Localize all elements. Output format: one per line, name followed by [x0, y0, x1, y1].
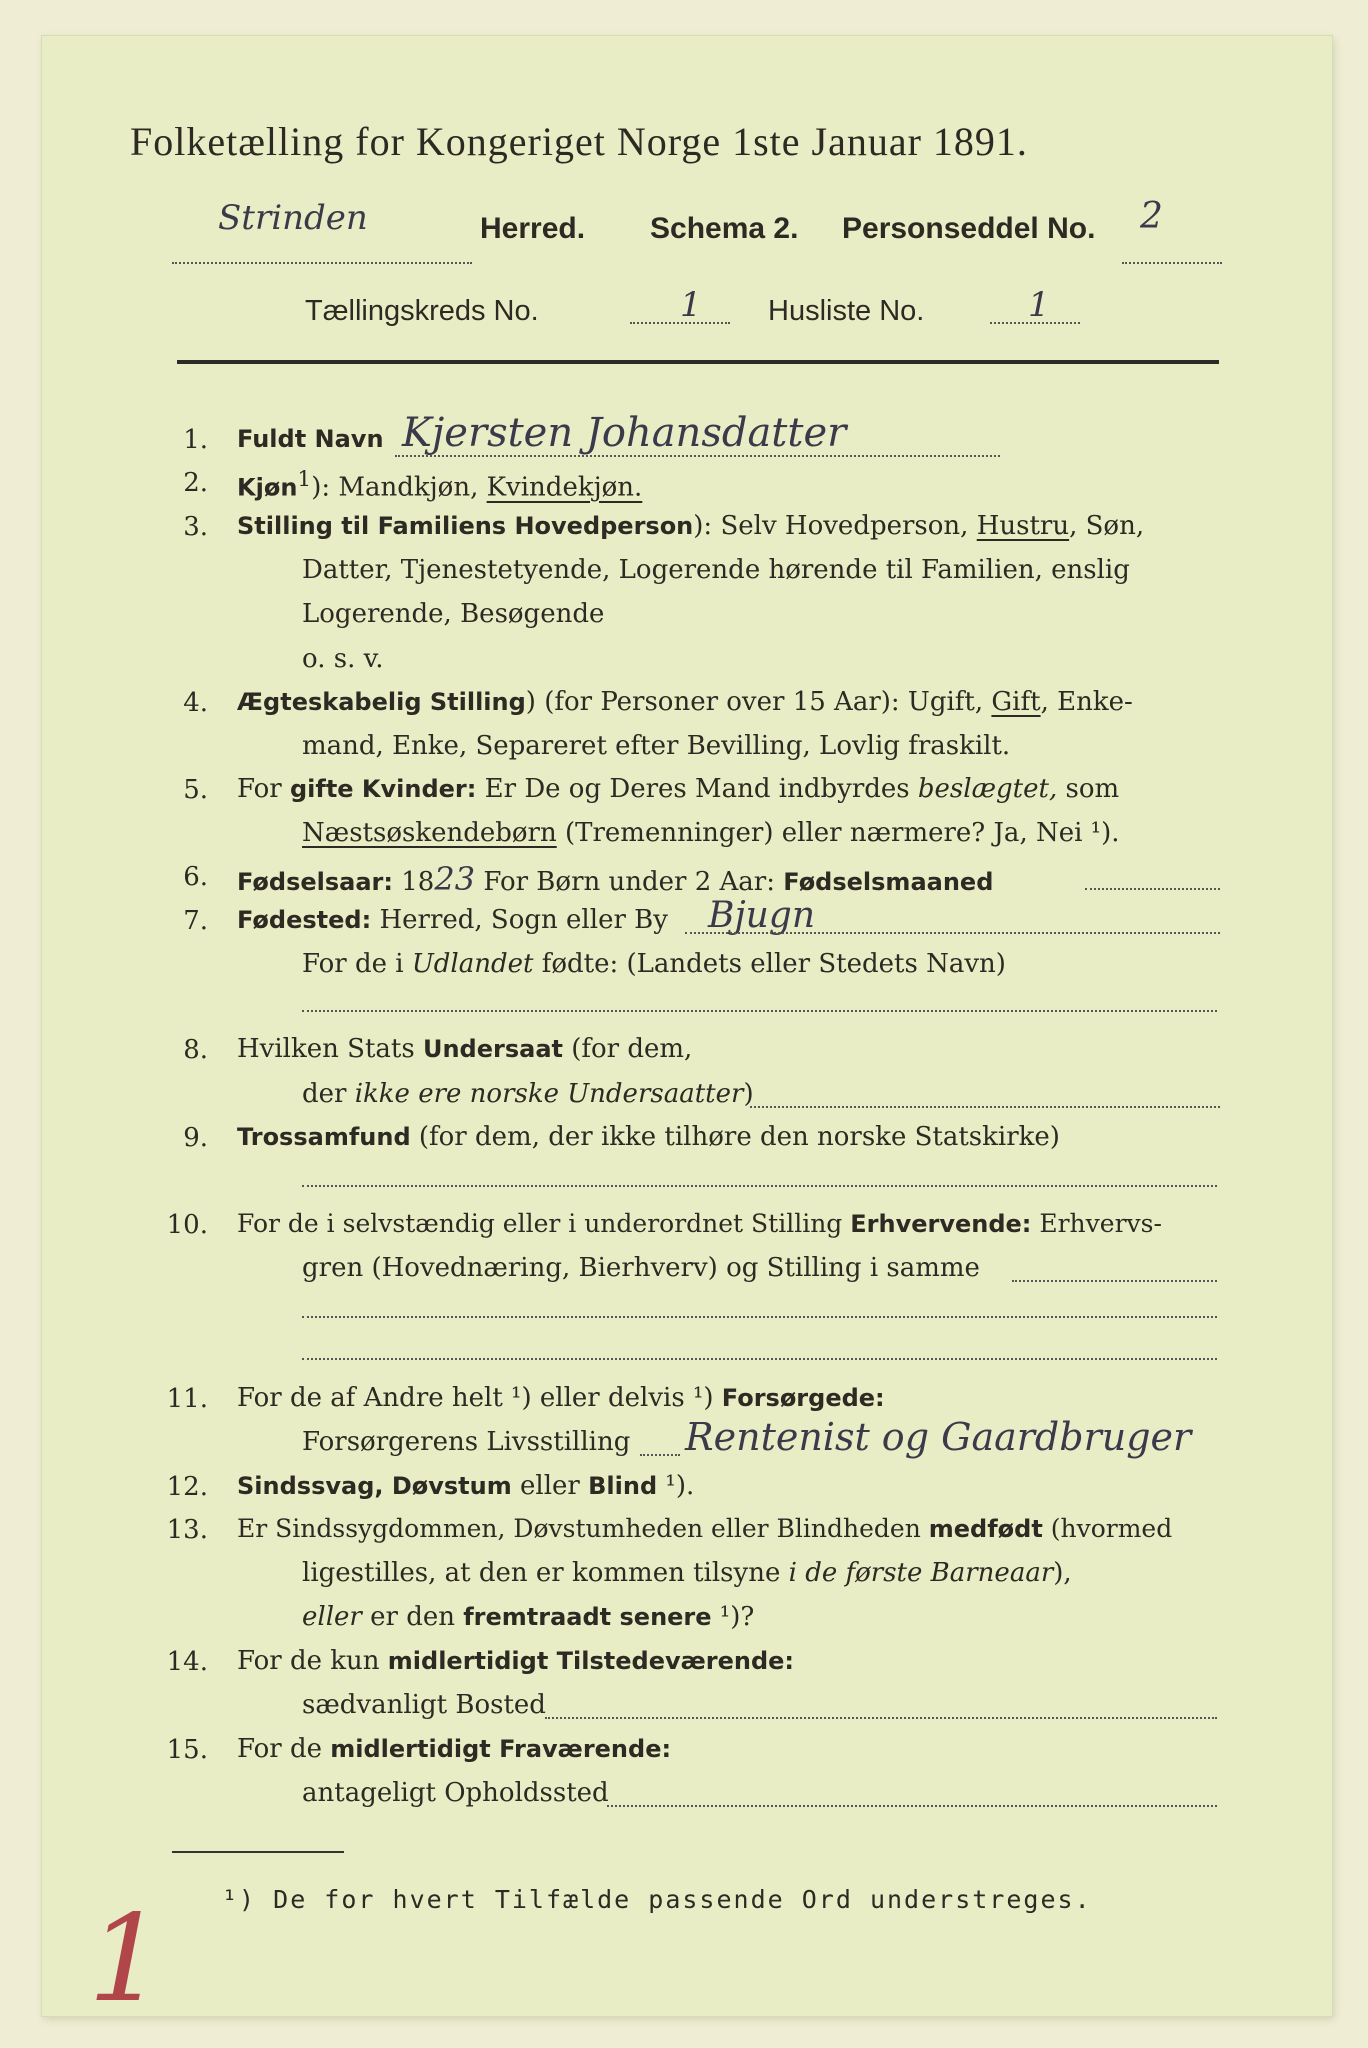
item-12-text-b: ¹). [657, 1471, 695, 1501]
item-11-row [237, 1384, 885, 1413]
item-13-row [237, 1515, 1172, 1543]
item-13-line2b: ), [1053, 1558, 1072, 1588]
item-6-label2: Fødselsmaaned [783, 868, 994, 896]
item-5-text-b: Er De og Deres Mand indbyrdes [476, 774, 918, 804]
item-14-number: 14. [166, 1647, 208, 1677]
item-11-number: 11. [166, 1384, 208, 1414]
footnote: ¹) De for hvert Tilfælde passende Ord understreges. [222, 1885, 1092, 1914]
item-9-number: 9. [183, 1123, 208, 1153]
item-15-row [237, 1735, 671, 1764]
item-1-name-value: Kjersten Johansdatter [402, 410, 847, 456]
item-13-line2i: i de første Barneaar [788, 1558, 1054, 1588]
item-10-number: 10. [166, 1210, 208, 1240]
item-3-line3: Logerende, Besøgende [302, 599, 605, 629]
item-13-line3b: fremtraadt senere [463, 1603, 712, 1631]
item-13-text-a: Er Sindssygdommen, Døvstumheden eller Blindheden [237, 1514, 929, 1543]
item-14-label: midlertidigt Tilstedeværende: [387, 1647, 795, 1675]
tellingskreds-value: 1 [680, 285, 702, 325]
item-15-label: midlertidigt Fraværende: [330, 1735, 672, 1763]
schema-label: Schema 2. [650, 212, 799, 245]
item-3-text-b: , Søn, [1069, 511, 1145, 541]
item-3-text-a: ): Selv Hovedperson, [693, 511, 977, 541]
item-3-number: 3. [183, 512, 208, 542]
item-9-label: Trossamfund [237, 1123, 411, 1151]
item-8-line2a: der [302, 1079, 355, 1109]
item-12-label: Sindssvag, Døvstum [237, 1472, 512, 1500]
item-4-line2: mand, Enke, Separeret efter Bevilling, Lovlig fraskilt. [302, 731, 1011, 761]
item-8-row [237, 1035, 692, 1064]
item-12-number: 12. [166, 1472, 208, 1502]
item-1-label: Fuldt Navn [237, 425, 384, 453]
item-6-label: Fødselsaar: [237, 868, 393, 896]
item-14-line2: sædvanligt Bosted [302, 1690, 546, 1720]
item-9-blank-line [302, 1185, 1217, 1187]
item-5-text-a: For [237, 774, 290, 804]
item-1-dotline [395, 455, 1000, 457]
item-3-row [237, 512, 1144, 541]
item-10-blank-line-2 [302, 1358, 1217, 1360]
item-7-dotline [685, 932, 1220, 934]
item-11-text-a: For de af Andre helt ¹) eller delvis ¹) [237, 1383, 722, 1413]
item-11-dotline [640, 1454, 680, 1456]
item-12-label2: Blind [588, 1472, 658, 1500]
husliste-value: 1 [1028, 285, 1050, 325]
item-7-line2 [302, 950, 1006, 979]
item-5-underlined: Næstsøskendebørn [302, 818, 557, 848]
item-12-row [237, 1472, 694, 1501]
item-13-number: 13. [166, 1515, 208, 1545]
item-4-number: 4. [183, 688, 208, 718]
item-7-text-a: Herred, Sogn eller By [371, 905, 668, 935]
item-2-sup: 1 [297, 467, 312, 492]
item-7-row [237, 906, 668, 935]
personseddel-label: Personseddel No. [842, 212, 1096, 245]
item-5-line2: (Tremenninger) eller nærmere? Ja, Nei ¹). [556, 818, 1120, 848]
item-5-row [237, 775, 1119, 804]
item-7-line2b: fødte: (Landets eller Stedets Navn) [533, 949, 1006, 979]
item-10-text-a: For de i selvstændig eller i underordnet Stilling [237, 1209, 851, 1238]
item-6-number: 6. [183, 862, 208, 892]
item-15-dotline [607, 1805, 1217, 1807]
item-5-line2-row [302, 819, 1120, 848]
item-13-line2 [302, 1559, 1072, 1588]
item-13-line3a: er den [361, 1602, 464, 1632]
item-7-blank-line [302, 1010, 1217, 1012]
item-3-line2: Datter, Tjenestetyende, Logerende hørende til Familien, enslig [302, 555, 1130, 585]
item-13-line3i: eller [302, 1602, 362, 1632]
item-6-row [237, 862, 993, 897]
item-8-line2 [302, 1080, 754, 1109]
item-4-underlined: Gift [991, 687, 1041, 717]
item-8-dotline [750, 1106, 1220, 1108]
item-1-number: 1. [183, 425, 208, 455]
husliste-dotline [990, 322, 1080, 324]
item-10-blank-line-1 [302, 1316, 1217, 1318]
item-5-text-c: som [1057, 774, 1120, 804]
item-10-row [237, 1210, 1162, 1238]
item-15-text-a: For de [237, 1734, 331, 1764]
item-13-text-b: (hvormed [1042, 1514, 1173, 1543]
tellingskreds-label: Tællingskreds No. [305, 295, 539, 327]
item-6-dotline [1085, 888, 1220, 890]
item-10-line2: gren (Hovednæring, Bierhverv) og Stilling i samme [302, 1253, 980, 1283]
item-10-dotline [1012, 1280, 1217, 1282]
item-8-label: Undersaat [422, 1035, 563, 1063]
item-15-number: 15. [166, 1735, 208, 1765]
item-4-row [237, 688, 1133, 717]
header-rule [177, 360, 1219, 364]
item-2-text-a: ): Mandkjøn, [311, 472, 487, 503]
item-10-text-b: Erhvervs- [1031, 1209, 1162, 1238]
item-7-line2i: Udlandet [411, 949, 534, 979]
item-4-text-b: , Enke- [1040, 687, 1133, 717]
item-8-number: 8. [183, 1035, 208, 1065]
item-8-line2b: ) [743, 1079, 754, 1109]
item-4-label: Ægteskabelig Stilling [237, 688, 526, 716]
item-2-number: 2. [183, 468, 208, 498]
item-11-line2: Forsørgerens Livsstilling [302, 1427, 631, 1457]
footnote-rule [172, 1851, 344, 1853]
item-13-line2a: ligestilles, at den er kommen tilsyne [302, 1558, 789, 1588]
herred-label: Herred. [480, 212, 586, 245]
personseddel-dotline [1122, 262, 1222, 264]
form-title: Folketælling for Kongeriget Norge 1ste Januar 1891. [130, 119, 1028, 164]
item-2-underlined: Kvindekjøn. [486, 472, 643, 503]
item-12-text-a: eller [511, 1471, 589, 1501]
item-6-year-value: 23 [434, 860, 476, 898]
item-13-line3 [302, 1603, 754, 1632]
item-7-line2a: For de i [302, 949, 412, 979]
item-6-text-a: 18 [393, 867, 435, 897]
item-4-text-a: ) (for Personer over 15 Aar): Ugift, [525, 687, 992, 717]
item-9-row [237, 1123, 1060, 1152]
item-14-row [237, 1647, 794, 1676]
item-8-line2i: ikke ere norske Undersaatter [354, 1079, 744, 1109]
item-14-dotline [545, 1717, 1217, 1719]
item-8-text-b: (for dem, [562, 1034, 693, 1064]
item-14-text-a: For de kun [237, 1646, 388, 1676]
item-13-line3c: ¹)? [711, 1602, 755, 1632]
item-3-underlined: Hustru [976, 511, 1070, 541]
margin-pencil-mark: 1 [88, 1890, 165, 2029]
item-13-label: medfødt [928, 1515, 1043, 1543]
item-5-label: gifte Kvinder: [289, 775, 477, 803]
item-8-text-a: Hvilken Stats [237, 1034, 423, 1064]
item-5-number: 5. [183, 775, 208, 805]
item-11-provider-value: Rentenist og Gaardbruger [685, 1415, 1192, 1459]
item-3-label: Stilling til Familiens Hovedperson [237, 512, 694, 540]
item-11-label: Forsørgede: [721, 1384, 885, 1412]
herred-value: Strinden [218, 198, 368, 238]
item-7-birthplace-value: Bjugn [708, 895, 816, 936]
husliste-label: Husliste No. [768, 295, 925, 327]
item-9-text-a: (for dem, der ikke tilhøre den norske Statskirke) [410, 1122, 1060, 1152]
item-3-line4: o. s. v. [302, 644, 384, 674]
item-5-italic: beslægtet, [917, 774, 1058, 804]
item-15-line2: antageligt Opholdssted [302, 1778, 609, 1808]
herred-dotline [172, 262, 472, 264]
tellingskreds-dotline [630, 322, 730, 324]
item-6-text-b: For Børn under 2 Aar: [475, 867, 784, 897]
item-7-number: 7. [183, 906, 208, 936]
item-2-label: Kjøn [237, 473, 298, 502]
item-10-label: Erhvervende: [850, 1210, 1032, 1238]
census-form-paper [42, 36, 1332, 2016]
item-7-label: Fødested: [237, 906, 372, 934]
item-2-row [237, 468, 642, 502]
personseddel-value: 2 [1140, 196, 1163, 237]
